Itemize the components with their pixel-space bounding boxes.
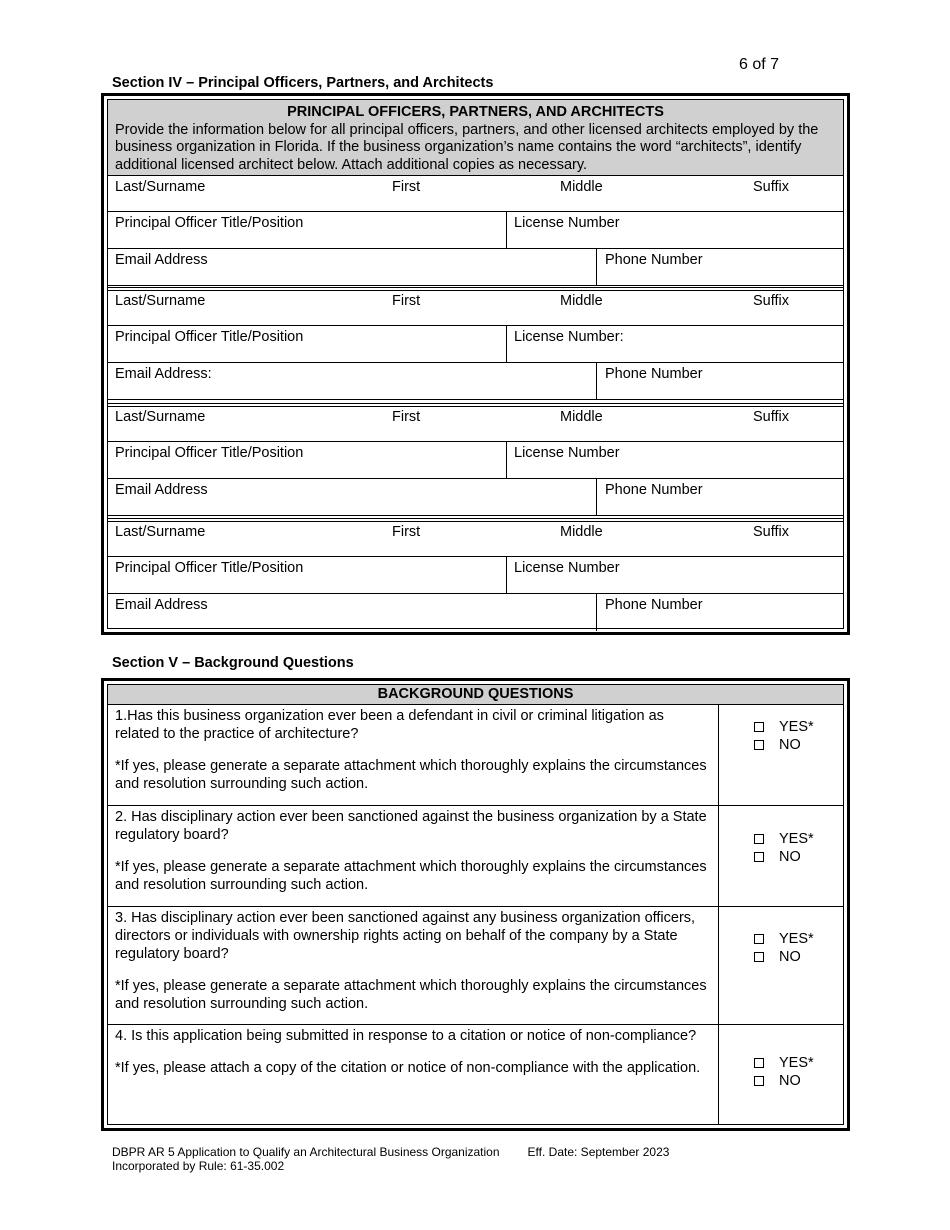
question-note: *If yes, please generate a separate attachment which thoroughly explains the circumstances and resolution surrounding such action. bbox=[115, 978, 707, 1012]
last-name-field[interactable]: Last/Surname bbox=[115, 179, 206, 195]
yes-option[interactable] bbox=[754, 1054, 814, 1072]
phone-number-field[interactable]: Phone Number bbox=[605, 366, 703, 382]
email-address-field[interactable]: Email Address: bbox=[115, 366, 212, 382]
question-text-block bbox=[115, 808, 710, 894]
officer-contact-row bbox=[108, 249, 843, 286]
officer-title-row bbox=[108, 326, 843, 363]
last-name-field[interactable]: Last/Surname bbox=[115, 293, 206, 309]
question-note: *If yes, please generate a separate attachment which thoroughly explains the circumstances and resolution surrounding such action. bbox=[115, 758, 707, 792]
middle-name-field[interactable]: Middle bbox=[560, 524, 603, 540]
principal-officers-header bbox=[108, 100, 843, 176]
answer-column-divider bbox=[718, 705, 719, 805]
license-number-field[interactable]: License Number bbox=[514, 445, 620, 461]
no-option[interactable] bbox=[754, 1072, 814, 1090]
no-checkbox-icon[interactable] bbox=[754, 1076, 764, 1086]
license-number-field[interactable]: License Number bbox=[514, 215, 620, 231]
principal-officers-heading: PRINCIPAL OFFICERS, PARTNERS, AND ARCHITECTS bbox=[287, 104, 664, 120]
answer-column-divider bbox=[718, 1025, 719, 1124]
question-text: 2. Has disciplinary action ever been sanctioned against the business organization by a State regulatory board? bbox=[115, 809, 707, 843]
question-text-block bbox=[115, 707, 710, 793]
question-note: *If yes, please generate a separate attachment which thoroughly explains the circumstances and resolution surrounding such action. bbox=[115, 859, 707, 893]
question-text: 4. Is this application being submitted in response to a citation or notice of non-compliance? bbox=[115, 1028, 697, 1044]
yes-option[interactable] bbox=[754, 718, 814, 736]
middle-name-field[interactable]: Middle bbox=[560, 179, 603, 195]
no-checkbox-icon[interactable] bbox=[754, 852, 764, 862]
first-name-field[interactable]: First bbox=[392, 293, 421, 309]
background-question-row bbox=[108, 806, 843, 907]
yes-label: YES* bbox=[779, 719, 814, 735]
background-questions-heading: BACKGROUND QUESTIONS bbox=[108, 685, 843, 705]
answer-options bbox=[754, 1054, 814, 1090]
middle-name-field[interactable]: Middle bbox=[560, 293, 603, 309]
officer-contact-row bbox=[108, 479, 843, 516]
phone-number-field[interactable]: Phone Number bbox=[605, 252, 703, 268]
column-divider bbox=[596, 479, 597, 515]
phone-number-field[interactable]: Phone Number bbox=[605, 482, 703, 498]
yes-option[interactable] bbox=[754, 930, 814, 948]
question-text-block bbox=[115, 909, 710, 1013]
no-label: NO bbox=[779, 849, 801, 865]
phone-number-field[interactable]: Phone Number bbox=[605, 597, 703, 613]
column-divider bbox=[506, 326, 507, 362]
officer-contact-row bbox=[108, 594, 843, 631]
suffix-field[interactable]: Suffix bbox=[753, 179, 790, 195]
officer-title-field[interactable]: Principal Officer Title/Position bbox=[115, 329, 304, 345]
no-option[interactable] bbox=[754, 736, 814, 754]
officer-title-row bbox=[108, 442, 843, 479]
principal-officers-instructions: Provide the information below for all principal officers, partners, and other licensed architects employed by the business organization in Florida. If the business organization’s name contains the word “architects”, identify additional licensed architect below. Attach additional copies as necessary. bbox=[115, 121, 819, 173]
footer-rule: Incorporated by Rule: 61-35.002 bbox=[112, 1159, 285, 1173]
email-address-field[interactable]: Email Address bbox=[115, 482, 208, 498]
no-checkbox-icon[interactable] bbox=[754, 740, 764, 750]
suffix-field[interactable]: Suffix bbox=[753, 524, 790, 540]
yes-checkbox-icon[interactable] bbox=[754, 1058, 764, 1068]
column-divider bbox=[596, 363, 597, 399]
page-number: 6 of 7 bbox=[739, 56, 780, 73]
column-divider bbox=[506, 212, 507, 248]
no-label: NO bbox=[779, 737, 801, 753]
column-divider bbox=[506, 442, 507, 478]
officer-name-row bbox=[108, 521, 843, 557]
last-name-field[interactable]: Last/Surname bbox=[115, 524, 206, 540]
yes-checkbox-icon[interactable] bbox=[754, 934, 764, 944]
suffix-field[interactable]: Suffix bbox=[753, 293, 790, 309]
background-question-row bbox=[108, 1025, 843, 1124]
no-label: NO bbox=[779, 1073, 801, 1089]
footer bbox=[112, 1145, 669, 1173]
no-label: NO bbox=[779, 949, 801, 965]
background-questions-table bbox=[101, 678, 850, 1131]
column-divider bbox=[596, 594, 597, 631]
footer-form-name: DBPR AR 5 Application to Qualify an Architectural Business Organization bbox=[112, 1145, 500, 1159]
column-divider bbox=[596, 249, 597, 285]
officer-title-row bbox=[108, 212, 843, 249]
officer-name-row bbox=[108, 406, 843, 442]
no-checkbox-icon[interactable] bbox=[754, 952, 764, 962]
yes-label: YES* bbox=[779, 831, 814, 847]
license-number-field[interactable]: License Number bbox=[514, 560, 620, 576]
no-option[interactable] bbox=[754, 848, 814, 866]
officer-title-field[interactable]: Principal Officer Title/Position bbox=[115, 560, 304, 576]
yes-label: YES* bbox=[779, 931, 814, 947]
middle-name-field[interactable]: Middle bbox=[560, 409, 603, 425]
yes-label: YES* bbox=[779, 1055, 814, 1071]
answer-column-divider bbox=[718, 907, 719, 1024]
officer-title-row bbox=[108, 557, 843, 594]
officer-title-field[interactable]: Principal Officer Title/Position bbox=[115, 215, 304, 231]
yes-option[interactable] bbox=[754, 830, 814, 848]
first-name-field[interactable]: First bbox=[392, 179, 421, 195]
background-question-row bbox=[108, 907, 843, 1025]
footer-eff-date: Eff. Date: September 2023 bbox=[527, 1145, 670, 1159]
email-address-field[interactable]: Email Address bbox=[115, 252, 208, 268]
answer-options bbox=[754, 830, 814, 866]
question-text: 1.Has this business organization ever been a defendant in civil or criminal litigation as related to the practice of architecture? bbox=[115, 708, 664, 742]
first-name-field[interactable]: First bbox=[392, 524, 421, 540]
email-address-field[interactable]: Email Address bbox=[115, 597, 208, 613]
answer-column-divider bbox=[718, 806, 719, 906]
answer-options bbox=[754, 718, 814, 754]
license-number-field[interactable]: License Number: bbox=[514, 329, 624, 345]
question-note: *If yes, please attach a copy of the citation or notice of non-compliance with the application. bbox=[115, 1060, 701, 1076]
section-5-title: Section V – Background Questions bbox=[112, 655, 354, 671]
yes-checkbox-icon[interactable] bbox=[754, 722, 764, 732]
suffix-field[interactable]: Suffix bbox=[753, 409, 790, 425]
column-divider bbox=[506, 557, 507, 593]
section-4-title: Section IV – Principal Officers, Partners, and Architects bbox=[112, 75, 494, 91]
answer-options bbox=[754, 930, 814, 966]
no-option[interactable] bbox=[754, 948, 814, 966]
officer-contact-row bbox=[108, 363, 843, 400]
principal-officers-table bbox=[101, 93, 850, 635]
first-name-field[interactable]: First bbox=[392, 409, 421, 425]
background-question-row bbox=[108, 705, 843, 806]
officer-name-row bbox=[108, 290, 843, 326]
yes-checkbox-icon[interactable] bbox=[754, 834, 764, 844]
question-text-block bbox=[115, 1027, 710, 1077]
officer-title-field[interactable]: Principal Officer Title/Position bbox=[115, 445, 304, 461]
last-name-field[interactable]: Last/Surname bbox=[115, 409, 206, 425]
officer-name-row bbox=[108, 176, 843, 212]
question-text: 3. Has disciplinary action ever been sanctioned against any business organization officers, directors or individuals with ownership rights acting on behalf of the company by a State regulatory board? bbox=[115, 910, 696, 962]
